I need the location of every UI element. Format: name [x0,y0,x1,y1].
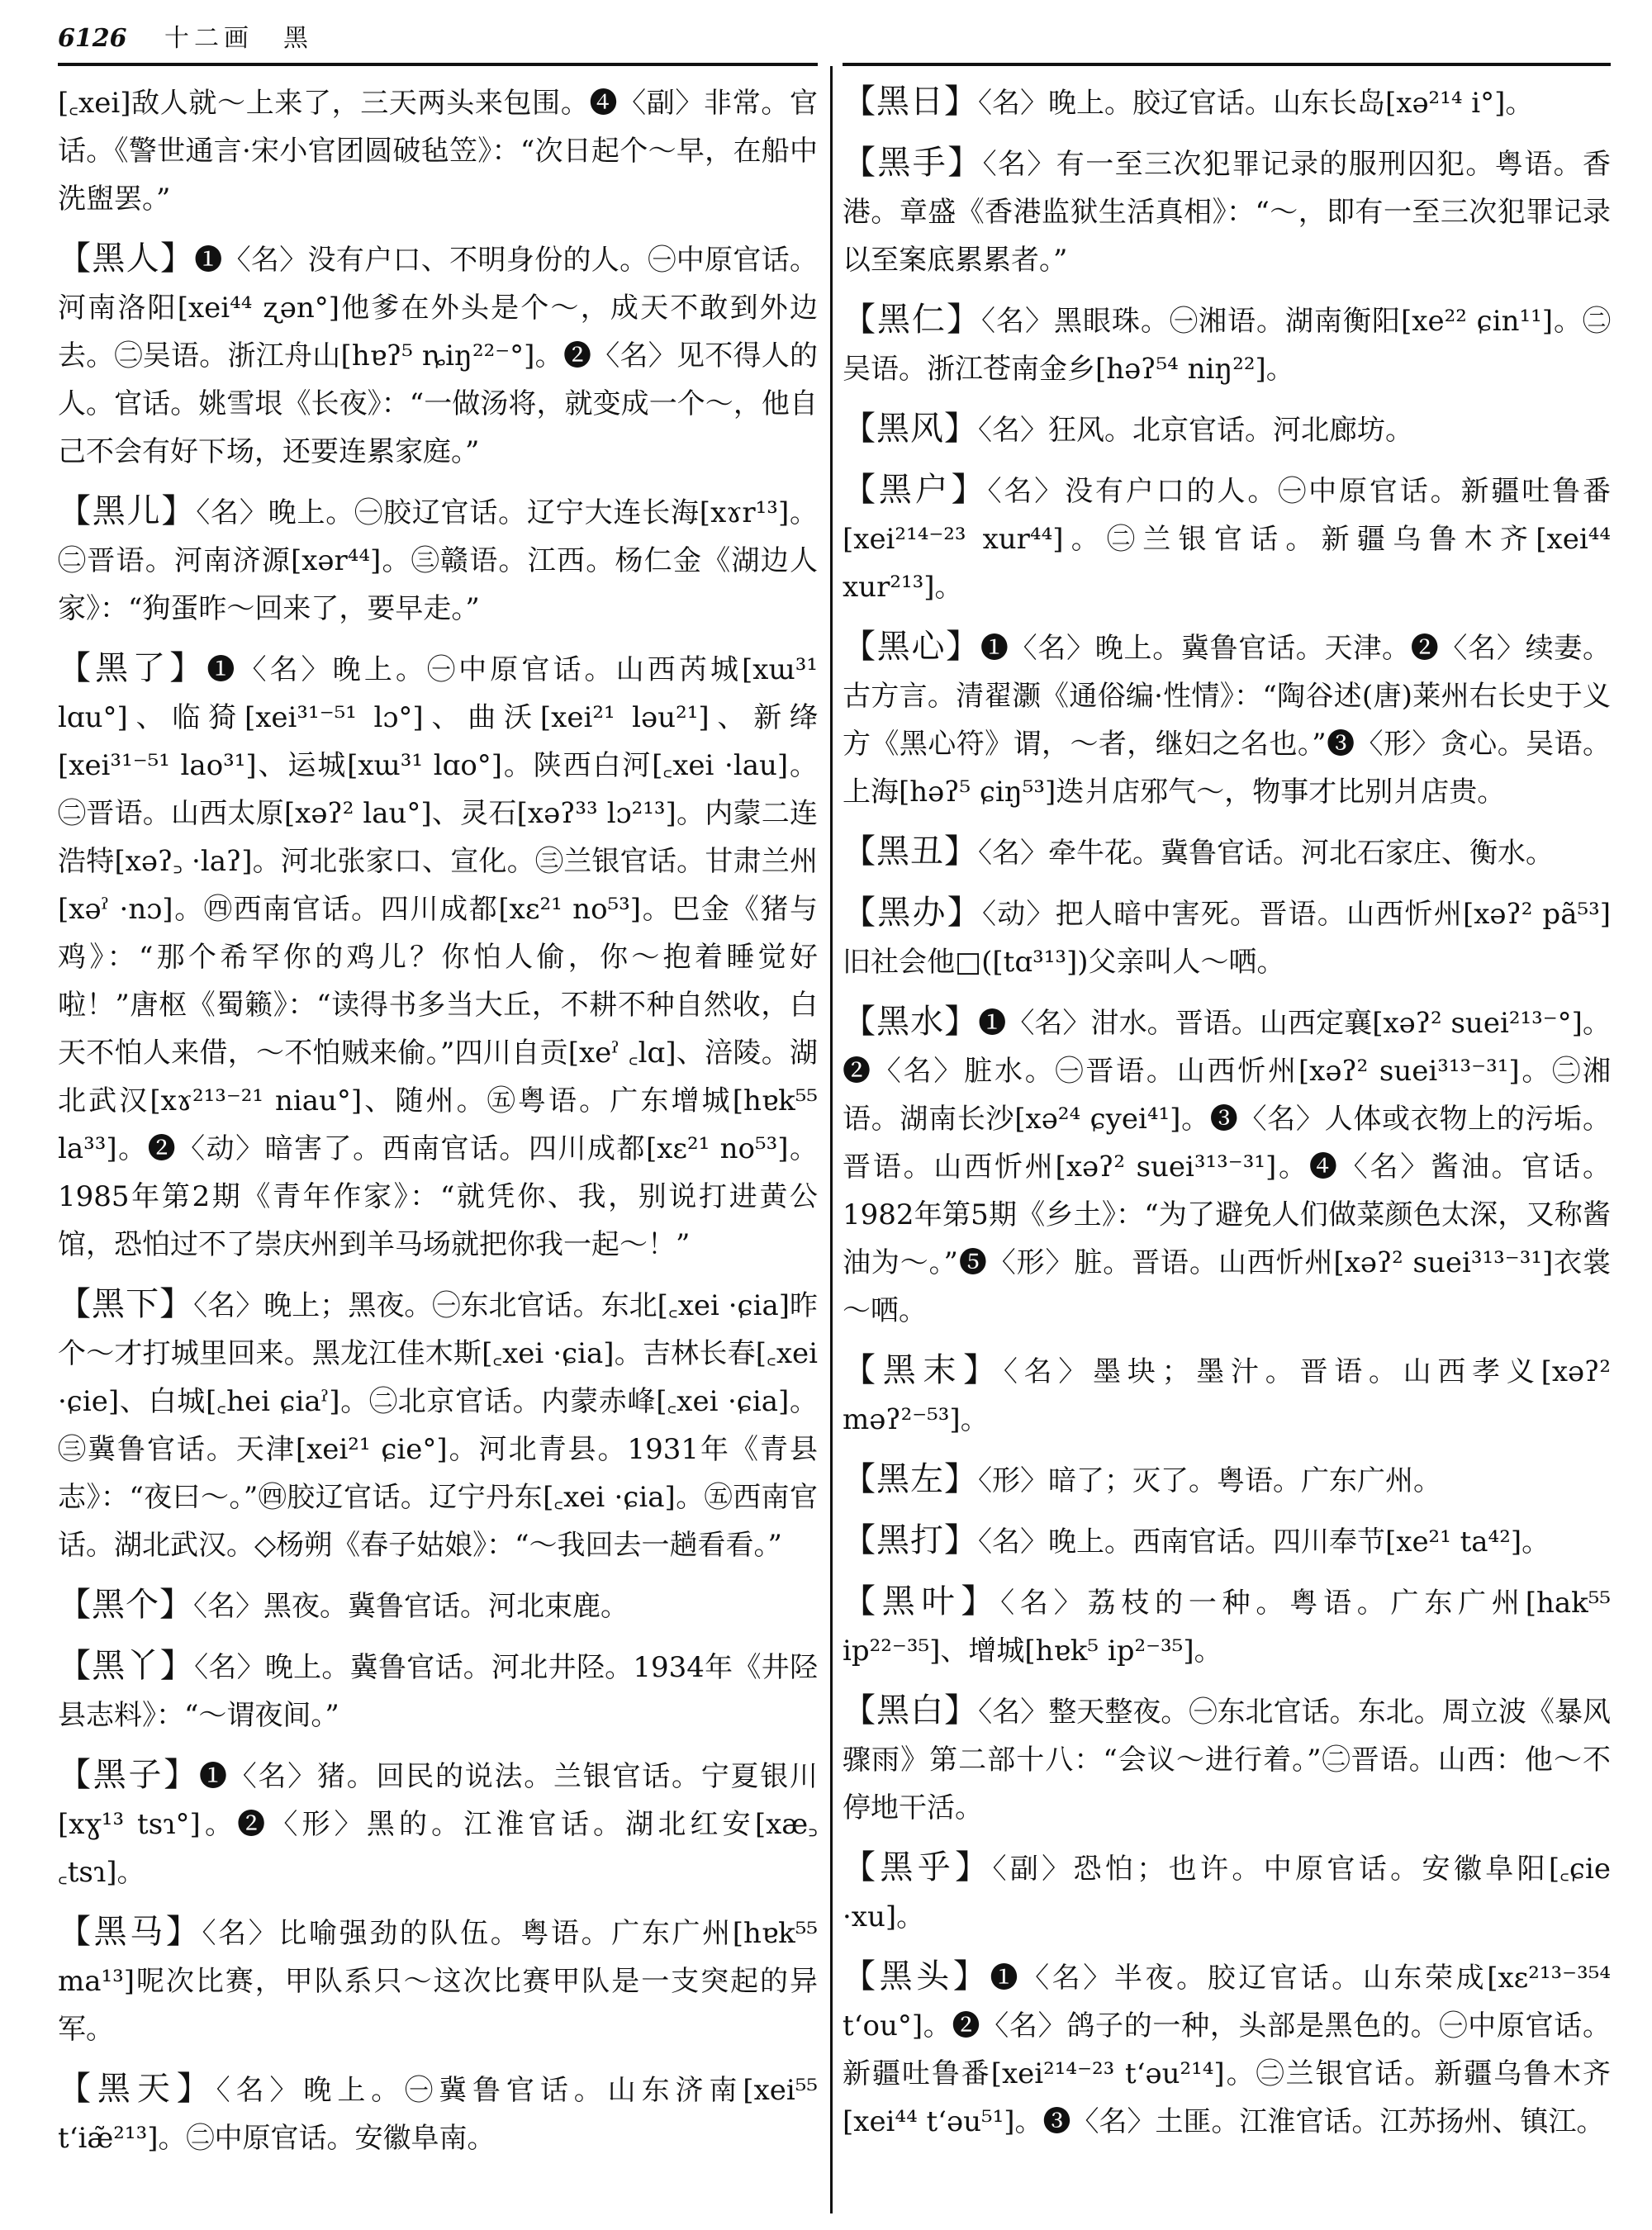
entry-text: 〈动〉把人暗中害死。晋语。山西忻州[xəʔ² pã⁵³]旧社会他□([tɑ³¹³])父亲叫人～哂。 [843,898,1611,979]
dictionary-entry [843,1952,1611,2146]
entry-headword: 【黑末】 [843,1351,1004,1389]
dictionary-entry [843,998,1611,1335]
entry-text: 〈形〉暗了；灭了。粤语。广东广州。 [978,1464,1441,1497]
dictionary-entry [843,1516,1611,1566]
dictionary-entry [843,296,1611,393]
entry-text: ❶〈名〉猪。回民的说法。兰银官话。宁夏银川[xɣ¹³ tsɿ°]。❷〈形〉黑的。江淮官话。湖北红安[xæ꜆ ꜀tsɿ]。 [58,1760,818,1889]
column-divider [830,66,833,2213]
header-rule-right [843,63,1611,66]
right-column [843,78,1611,2217]
entry-headword: 【黑天】 [58,2070,216,2108]
dictionary-entry [58,235,818,476]
entry-text: 〈名〉比喻强劲的队伍。粤语。广东广州[hɐk⁵⁵ ma¹³]呢次比赛，甲队系只～这次比赛甲队是一支突起的异军。 [58,1917,818,2046]
entry-text: ❶〈名〉没有户口、不明身份的人。㊀中原官话。河南洛阳[xei⁴⁴ ʐən°]他爹在外头是个～，成天不敢到外边去。㊁吴语。浙江舟山[hɐʔ⁵ ȵiŋ²²⁻°]。❷〈名〉见不得人的人。官话。姚雪垠《长夜》：“一做汤将，就变成一个～，他自己不会有好下场，还要连累家庭。” [58,244,818,468]
entry-text: 〈副〉恐怕；也许。中原官话。安徽阜阳[꜀ɕie ·xu]。 [843,1853,1611,1933]
entry-headword: 【黑手】 [843,144,983,182]
header-rule-left [58,63,818,66]
entry-headword: 【黑丑】 [843,833,978,871]
dictionary-entry [58,487,818,633]
dictionary-entry [843,1687,1611,1832]
entry-text: 〈名〉荔枝的一种。粤语。广东广州[hak⁵⁵ ip²²⁻³⁵]、增城[hɐk⁵ ip²⁻³⁵]。 [843,1587,1611,1668]
dictionary-entry [843,1843,1611,1941]
dictionary-entry [58,1751,818,1896]
page-number: 6126 [58,24,127,53]
entry-headword: 【黑丫】 [58,1647,195,1685]
entry-headword: 【黑儿】 [58,492,197,530]
entry-text: 〈名〉晚上。胶辽官话。山东长岛[xə²¹⁴ i°]。 [978,87,1534,120]
entry-headword: 【黑了】 [58,649,207,687]
entry-headword: 【黑乎】 [843,1848,993,1886]
dictionary-entry [843,139,1611,284]
entry-text: ❶〈名〉晚上。㊀中原官话。山西芮城[xɯ³¹ lɑu°]、临猗[xei³¹⁻⁵¹ lɔ°]、曲沃[xei²¹ ləu²¹]、新绛[xei³¹⁻⁵¹ lao³¹]、运城[xɯ³¹ lɑo°]。陕西白河[꜀xei ·lau]。㊁晋语。山西太原[xəʔ² lau°]、灵石[xəʔ³³ lɔ²¹³]。内蒙二连浩特[xəʔ꜆ ·laʔ]。河北张家口、宣化。㊂兰银官话。甘肃兰州[xəˀ ·nɔ]。㊃西南官话。四川成都[xɛ²¹ no⁵³]。巴金《猪与鸡》：“那个希罕你的鸡儿？你怕人偷，你～抱着睡觉好啦！”唐枢《蜀籁》：“读得书多当大丘，不耕不种自然收，白天不怕人来借，～不怕贼来偷。”四川自贡[xeˀ ꜀lɑ]、涪陵。湖北武汉[xɤ²¹³⁻²¹ niau°]、随州。㊄粤语。广东增城[hɐk⁵⁵ la³³]。❷〈动〉暗害了。西南官话。四川成都[xɛ²¹ no⁵³]。1985年第2期《青年作家》：“就凭你、我，别说打进黄公馆，恐怕过不了崇庆州到羊马场就把你我一起～！” [58,653,818,1261]
entry-text: 〈名〉黑眼珠。㊀湘语。湖南衡阳[xe²² ɕin¹¹]。㊁吴语。浙江苍南金乡[həʔ⁵⁴ niŋ²²]。 [843,305,1611,386]
dictionary-entry [843,405,1611,454]
dictionary-entry [843,1578,1611,1675]
dictionary-entry [58,2065,818,2162]
entry-text: [꜀xei]敌人就～上来了，三天两头来包围。❹〈副〉非常。官话。《警世通言·宋小官团圆破毡笠》：“次日起个～早，在船中洗盥罢。” [58,87,818,216]
page-header [58,18,1611,59]
entry-text: 〈名〉狂风。北京官话。河北廊坊。 [978,414,1413,447]
entry-text: 〈名〉晚上；黑夜。㊀东北官话。东北[꜀xei ·ɕia]昨个～才打城里回来。黑龙江佳木斯[꜀xei ·ɕia]。吉林长春[꜀xei ·ɕie]、白城[꜀hei ɕiaˀ]。㊁北京官话。内蒙赤峰[꜀xei ·ɕia]。㊂冀鲁官话。天津[xei²¹ ɕie°]。河北青县。1931年《青县志》：“夜曰～。”㊃胶辽官话。辽宁丹东[꜀xei ·ɕia]。㊄西南官话。湖北武汉。◇杨朔《春子姑娘》：“～我回去一趟看看。” [58,1289,818,1562]
entry-headword: 【黑打】 [843,1521,978,1559]
dictionary-entry [58,1642,818,1739]
dictionary-entry [843,1455,1611,1505]
entry-text: 〈名〉晚上。㊀胶辽官话。辽宁大连长海[xɤr¹³]。㊁晋语。河南济源[xər⁴⁴]。㊂赣语。江西。杨仁金《湖边人家》：“狗蛋昨～回来了，要早走。” [58,496,818,625]
entry-text: 〈名〉黑夜。冀鲁官话。河北束鹿。 [193,1590,629,1623]
entry-headword: 【黑户】 [843,471,988,509]
entry-headword: 【黑叶】 [843,1582,1001,1620]
entry-text: 〈名〉整天整夜。㊀东北官话。东北。周立波《暴风骤雨》第二部十八：“会议～进行着。”㊁晋语。山西：他～不停地干活。 [843,1696,1611,1824]
entry-headword: 【黑人】 [58,240,195,278]
dictionary-entry [843,828,1611,877]
entry-text: 〈名〉牵牛花。冀鲁官话。河北石家庄、衡水。 [978,837,1554,870]
dictionary-entry [58,644,818,1269]
entry-headword: 【黑白】 [843,1691,979,1729]
dictionary-entry [58,1908,818,2053]
entry-headword: 【黑子】 [58,1756,199,1794]
entry-text: 〈名〉有一至三次犯罪记录的服刑囚犯。粤语。香港。章盛《香港监狱生活真相》：“～，即有一至三次犯罪记录以至案底累累者。” [843,148,1611,277]
entry-text: ❶〈名〉半夜。胶辽官话。山东荣成[xɛ²¹³⁻³⁵⁴ t‘ou°]。❷〈名〉鸽子的一种，头部是黑色的。㊀中原官话。新疆吐鲁番[xei²¹⁴⁻²³ t‘əu²¹⁴]。㊁兰银官话。新疆乌鲁木齐[xei⁴⁴ t‘əu⁵¹]。❸〈名〉土匪。江淮官话。江苏扬州、镇江。 [843,1962,1611,2138]
entry-headword: 【黑个】 [58,1586,193,1624]
section-title: 十二画 黑 [164,24,314,53]
dictionary-entry [58,1280,818,1569]
entry-text: 〈名〉没有户口的人。㊀中原官话。新疆吐鲁番[xei²¹⁴⁻²³ xur⁴⁴]。㊁兰银官话。新疆乌鲁木齐[xei⁴⁴ xur²¹³]。 [843,475,1611,604]
dictionary-entry [843,623,1611,816]
entry-headword: 【黑头】 [843,1957,990,1995]
entry-headword: 【黑马】 [58,1913,202,1951]
entry-headword: 【黑日】 [843,83,978,121]
dictionary-entry [843,1346,1611,1444]
entry-headword: 【黑办】 [843,894,982,932]
dictionary-entry [843,466,1611,611]
entry-text: 〈名〉晚上。㊀冀鲁官话。山东济南[xei⁵⁵ t‘iæ̃²¹³]。㊁中原官话。安徽阜南。 [58,2074,818,2155]
entry-text: 〈名〉晚上。冀鲁官话。河北井陉。1934年《井陉县志料》：“～谓夜间。” [58,1651,818,1732]
entry-text: 〈名〉墨块；墨汁。晋语。山西孝义[xəʔ² məʔ²⁻⁵³]。 [843,1355,1611,1436]
entry-headword: 【黑下】 [58,1285,194,1323]
entry-headword: 【黑心】 [843,628,980,666]
left-column [58,78,818,2217]
entry-headword: 【黑仁】 [843,301,982,339]
dictionary-entry [58,78,818,223]
dictionary-entry [843,78,1611,127]
entry-headword: 【黑水】 [843,1003,979,1041]
entry-headword: 【黑左】 [843,1460,978,1498]
entry-text: ❶〈名〉晚上。冀鲁官话。天津。❷〈名〉续妻。古方言。清翟灏《通俗编·性情》：“陶谷述(唐)莱州右长史于义方《黑心符》谓，～者，继妇之名也。”❸〈形〉贪心。吴语。上海[həʔ⁵ ɕiŋ⁵³]迭爿店邪气～，物事才比别爿店贵。 [843,632,1611,809]
entry-headword: 【黑风】 [843,410,978,448]
dictionary-entry [58,1581,818,1630]
entry-text: 〈名〉晚上。西南官话。四川奉节[xe²¹ ta⁴²]。 [978,1525,1550,1559]
dictionary-entry [843,889,1611,986]
entry-text: ❶〈名〉泔水。晋语。山西定襄[xəʔ² suei²¹³⁻°]。❷〈名〉脏水。㊀晋语。山西忻州[xəʔ² suei³¹³⁻³¹]。㊁湘语。湖南长沙[xə²⁴ ɕyei⁴¹]。❸〈名〉人体或衣物上的污垢。晋语。山西忻州[xəʔ² suei³¹³⁻³¹]。❹〈名〉酱油。官话。1982年第5期《乡土》：“为了避免人们做菜颜色太深，又称酱油为～。”❺〈形〉脏。晋语。山西忻州[xəʔ² suei³¹³⁻³¹]衣裳～哂。 [843,1007,1611,1327]
